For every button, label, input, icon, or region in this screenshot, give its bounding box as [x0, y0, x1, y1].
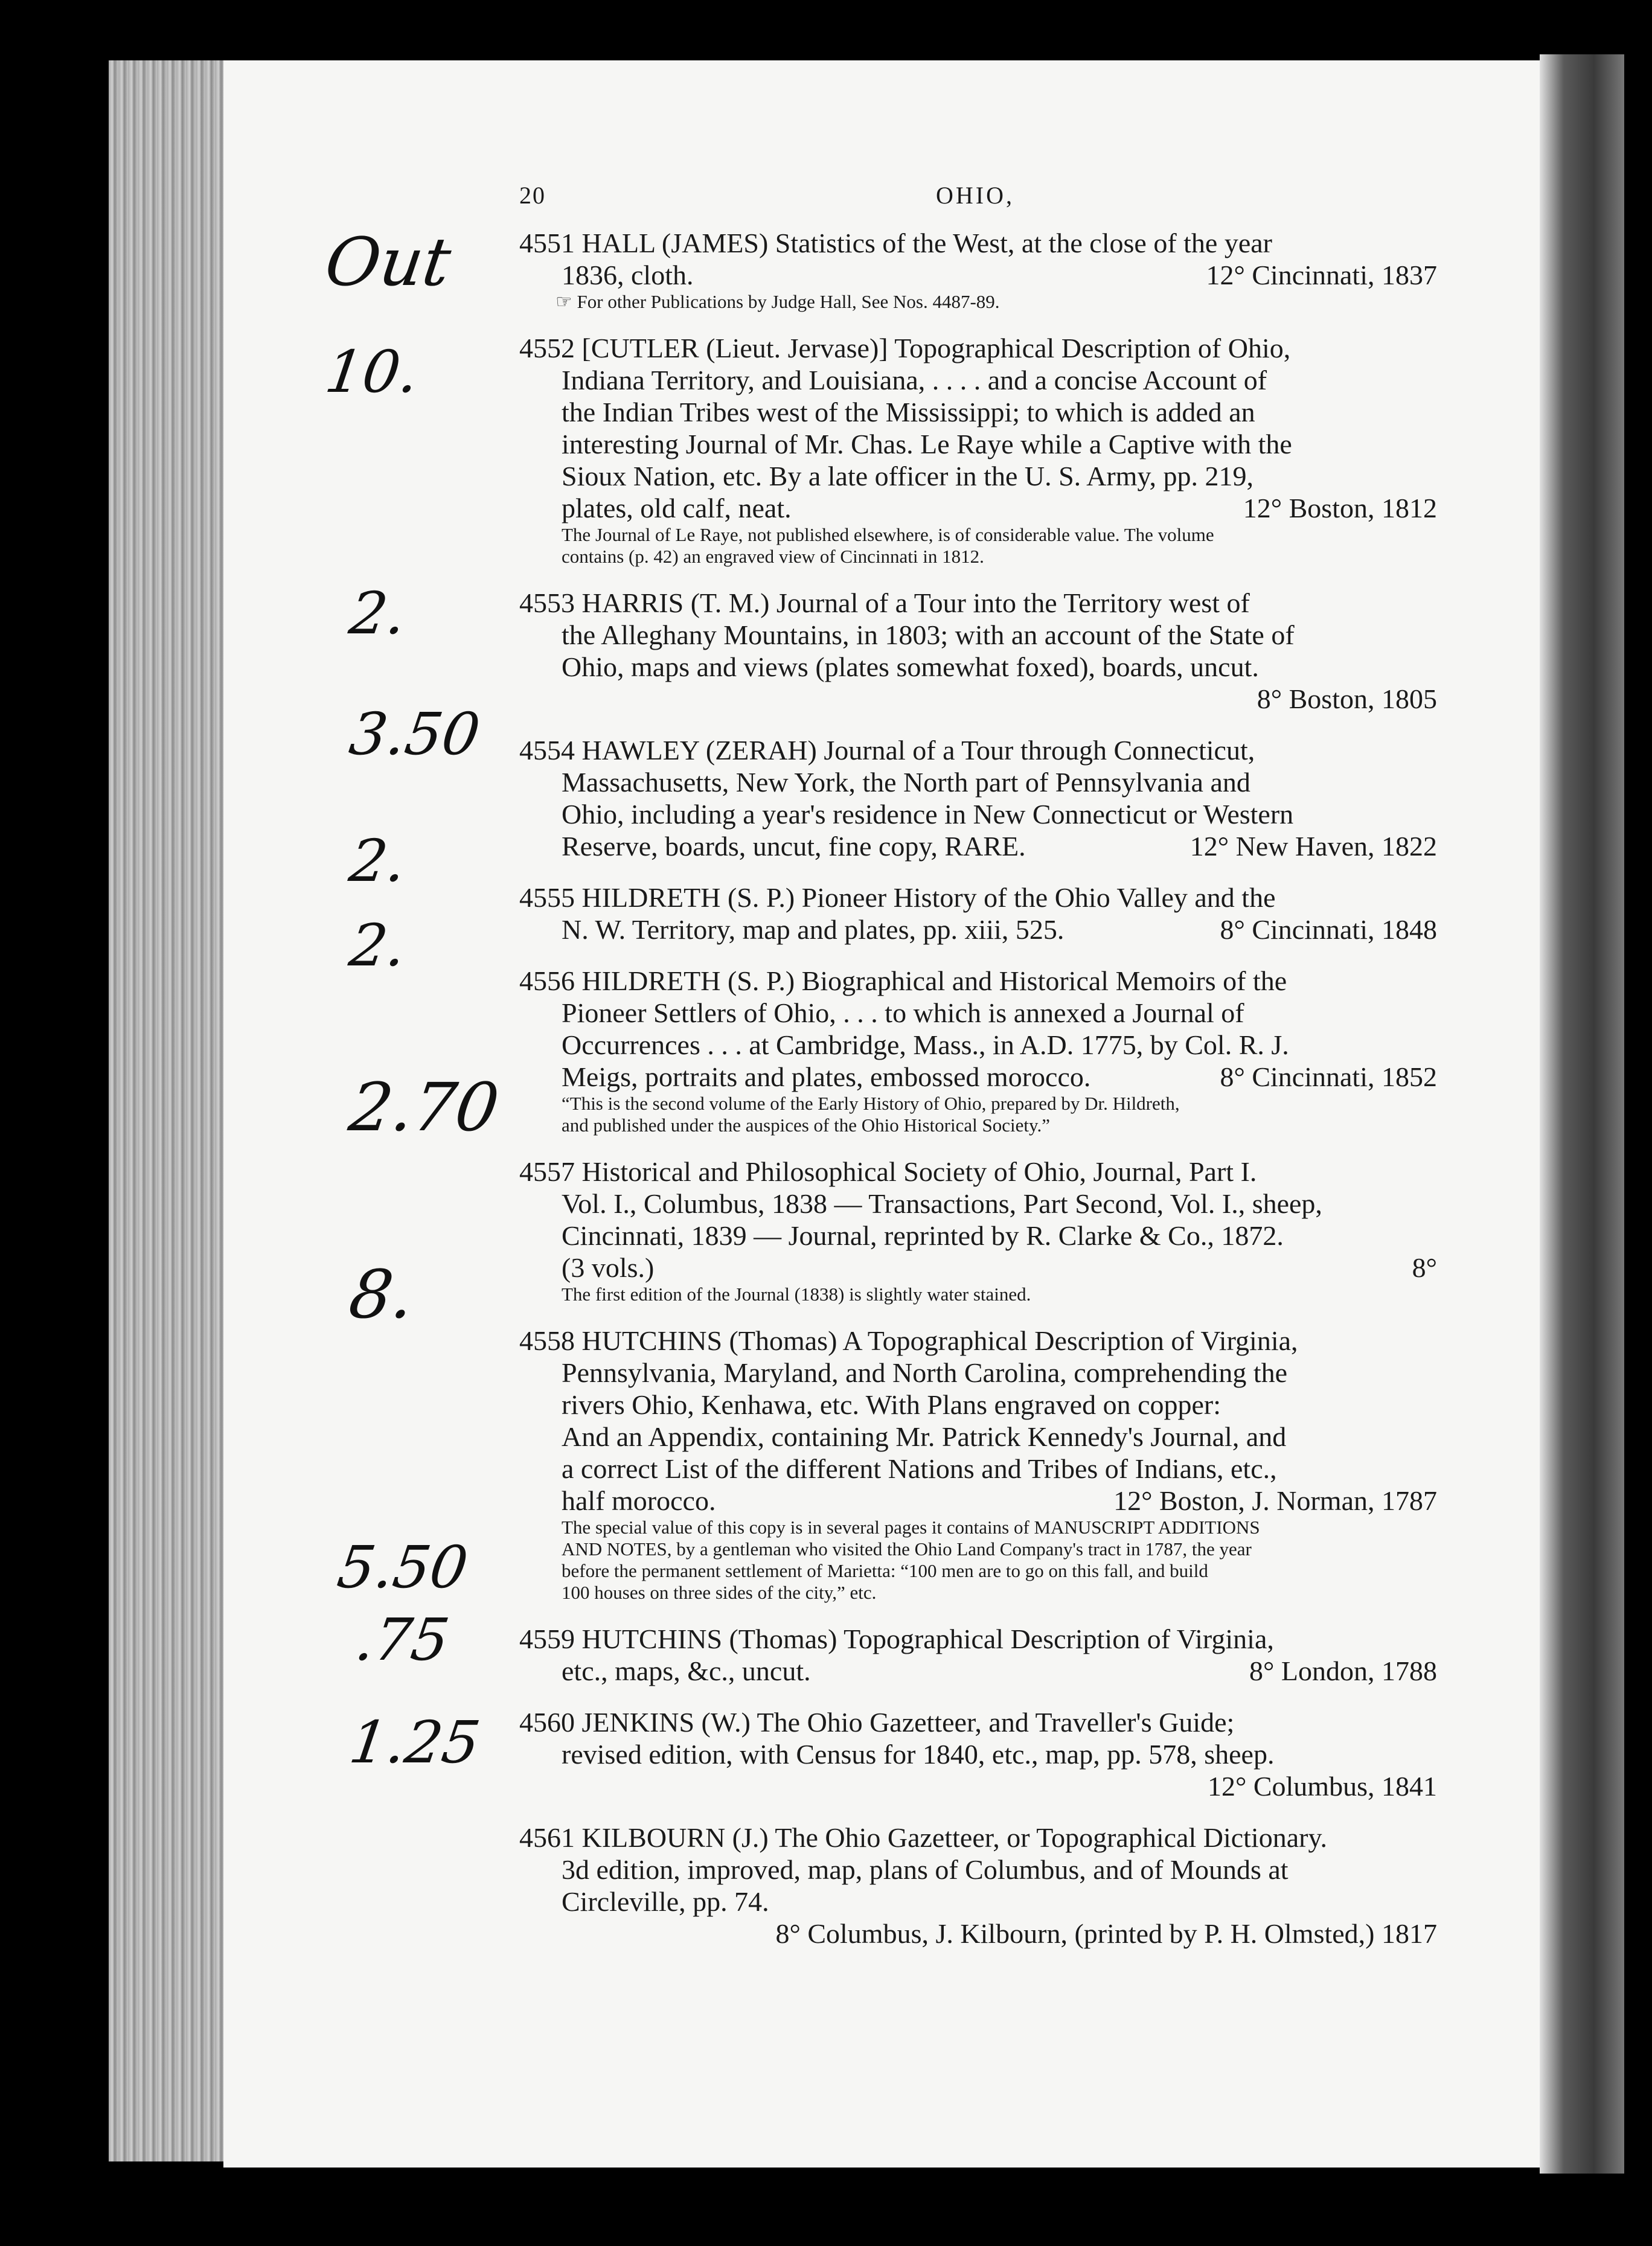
entry-note: AND NOTES, by a gentleman who visited the Ohio Land Company's tract in 1787, the year — [562, 1538, 1252, 1560]
entry-note: 100 houses on three sides of the city,” etc. — [562, 1582, 877, 1603]
entry-line — [519, 1188, 1437, 1220]
entry-line — [519, 619, 1437, 651]
entry-imprint: 12° New Haven, 1822 — [1189, 831, 1437, 862]
entry-line — [519, 364, 1437, 396]
entry-text: Indiana Territory, and Louisiana, . . . . and a concise Account of — [562, 365, 1267, 395]
entry-text: 4560 JENKINS (W.) The Ohio Gazetteer, and Traveller's Guide; — [519, 1707, 1235, 1738]
entry-text: a correct List of the different Nations and Tribes of Indians, etc., — [562, 1453, 1277, 1484]
entry-text: Vol. I., Columbus, 1838 — Transactions, Part Second, Vol. I., sheep, — [562, 1188, 1322, 1219]
entry-text: Massachusetts, New York, the North part of Pennsylvania and — [562, 767, 1250, 798]
catalog-entry — [519, 1806, 1437, 1950]
entry-text: 4552 [CUTLER (Lieut. Jervase)] Topographical Description of Ohio, — [519, 333, 1291, 363]
entry-heading-line — [519, 1822, 1437, 1854]
entry-text: 1836, cloth. — [562, 260, 694, 290]
entry-imprint: 8° — [1412, 1252, 1437, 1283]
entry-heading-line — [519, 881, 1437, 913]
catalog-entry — [519, 571, 1437, 715]
entry-note: ☞ For other Publications by Judge Hall, See Nos. 4487-89. — [555, 291, 1000, 312]
entry-line — [519, 651, 1437, 683]
entry-line — [519, 1655, 1437, 1687]
entry-text: Cincinnati, 1839 — Journal, reprinted by R. Clarke & Co., 1872. — [562, 1220, 1284, 1251]
entry-text: 4558 HUTCHINS (Thomas) A Topographical Description of Virginia, — [519, 1325, 1298, 1356]
entry-line — [519, 1220, 1437, 1252]
entry-line — [519, 798, 1437, 830]
entry-heading-line — [519, 734, 1437, 766]
entry-line — [519, 1061, 1437, 1093]
entry-line — [519, 1421, 1437, 1453]
entry-text: 3d edition, improved, map, plans of Columbus, and of Mounds at — [562, 1854, 1289, 1885]
entry-note: The first edition of the Journal (1838) is slightly water stained. — [562, 1284, 1031, 1305]
handwritten-price: .75 — [351, 1606, 453, 1674]
entry-imprint: 12° Columbus, 1841 — [1207, 1771, 1437, 1802]
entry-line — [519, 1738, 1437, 1770]
catalog-entry — [519, 866, 1437, 945]
entry-heading-line — [519, 1706, 1437, 1738]
entry-line — [519, 1453, 1437, 1485]
entry-text: 4554 HAWLEY (ZERAH) Journal of a Tour through Connecticut, — [519, 735, 1255, 766]
entry-line — [519, 396, 1437, 428]
entry-text: the Alleghany Mountains, in 1803; with an account of the State of — [562, 619, 1295, 650]
page-header — [519, 181, 1437, 223]
handwritten-price: 2. — [345, 580, 411, 647]
entry-line — [519, 460, 1437, 492]
entry-imprint: 8° Cincinnati, 1848 — [1220, 914, 1437, 945]
entry-imprint: 12° Boston, 1812 — [1243, 493, 1437, 523]
entry-heading-line — [519, 587, 1437, 619]
page-stack-left-edge — [109, 60, 229, 2161]
catalog-entry — [519, 1607, 1437, 1687]
entry-text: And an Appendix, containing Mr. Patrick Kennedy's Journal, and — [562, 1421, 1287, 1452]
entry-note: before the permanent settlement of Marietta: “100 men are to go on this fall, and build — [562, 1560, 1208, 1581]
handwritten-price: 2. — [345, 827, 411, 895]
entry-text: 4551 HALL (JAMES) Statistics of the West, at the close of the year — [519, 228, 1272, 258]
handwritten-price: 10. — [321, 338, 423, 406]
entry-line — [519, 1029, 1437, 1061]
entry-line — [519, 259, 1437, 291]
entry-line — [519, 1357, 1437, 1389]
entry-imprint: 12° Cincinnati, 1837 — [1206, 260, 1437, 290]
handwritten-price: Out — [321, 223, 456, 301]
entry-text: interesting Journal of Mr. Chas. Le Raye while a Captive with the — [562, 429, 1292, 459]
entry-text: revised edition, with Census for 1840, etc., map, pp. 578, sheep. — [562, 1739, 1275, 1770]
catalog-entry — [519, 1691, 1437, 1802]
entry-text: Ohio, including a year's residence in New Connecticut or Western — [562, 799, 1294, 830]
book-spine-shadow — [1540, 54, 1624, 2174]
catalog-content — [519, 181, 1437, 1950]
entry-text: plates, old calf, neat. — [562, 493, 792, 523]
entry-note: “This is the second volume of the Early History of Ohio, prepared by Dr. Hildreth, — [562, 1093, 1180, 1114]
handwritten-price: 5.50 — [333, 1534, 472, 1601]
entry-heading-line — [519, 1325, 1437, 1357]
entry-heading-line — [519, 1156, 1437, 1188]
catalog-entry — [519, 1140, 1437, 1305]
entry-line — [519, 830, 1437, 862]
entry-text: half morocco. — [562, 1485, 716, 1516]
entry-heading-line — [519, 332, 1437, 364]
entry-line — [519, 1918, 1437, 1950]
entry-text: Reserve, boards, uncut, fine copy, RARE. — [562, 831, 1026, 862]
entry-text: Ohio, maps and views (plates somewhat foxed), boards, uncut. — [562, 651, 1259, 682]
entry-line — [519, 492, 1437, 524]
entry-imprint: 12° Boston, J. Norman, 1787 — [1113, 1485, 1437, 1516]
entry-imprint: 8° Cincinnati, 1852 — [1220, 1061, 1437, 1092]
entry-imprint: 8° Columbus, J. Kilbourn, (printed by P. H. Olmsted,) 1817 — [775, 1918, 1437, 1949]
entry-text: rivers Ohio, Kenhawa, etc. With Plans engraved on copper: — [562, 1389, 1221, 1420]
entry-imprint: 8° Boston, 1805 — [1257, 683, 1437, 714]
catalog-entries — [519, 227, 1437, 1950]
entry-text: 4561 KILBOURN (J.) The Ohio Gazetteer, or Topographical Dictionary. — [519, 1822, 1327, 1853]
entry-text: (3 vols.) — [562, 1252, 655, 1283]
entry-line — [519, 428, 1437, 460]
entry-text: 4557 Historical and Philosophical Society of Ohio, Journal, Part I. — [519, 1156, 1257, 1187]
catalog-entry — [519, 949, 1437, 1136]
entry-text: 4559 HUTCHINS (Thomas) Topographical Description of Virginia, — [519, 1624, 1274, 1654]
handwritten-price: 8. — [345, 1256, 419, 1333]
entry-line — [519, 1854, 1437, 1886]
entry-line — [519, 1389, 1437, 1421]
handwritten-price: 2.70 — [345, 1069, 504, 1146]
entry-text: Circleville, pp. 74. — [562, 1886, 769, 1917]
entry-text: Pennsylvania, Maryland, and North Carolina, comprehending the — [562, 1357, 1288, 1388]
catalog-entry — [519, 1309, 1437, 1604]
entry-line — [519, 683, 1437, 715]
entry-note: The special value of this copy is in several pages it contains of MANUSCRIPT ADDITIONS — [562, 1517, 1260, 1538]
entry-text: Meigs, portraits and plates, embossed morocco. — [562, 1061, 1091, 1092]
entry-text: 4555 HILDRETH (S. P.) Pioneer History of the Ohio Valley and the — [519, 882, 1276, 913]
entry-line — [519, 997, 1437, 1029]
entry-text: 4553 HARRIS (T. M.) Journal of a Tour into the Territory west of — [519, 587, 1250, 618]
entry-text: Sioux Nation, etc. By a late officer in the U. S. Army, pp. 219, — [562, 461, 1253, 491]
catalog-entry — [519, 227, 1437, 313]
catalog-entry — [519, 316, 1437, 568]
entry-text: the Indian Tribes west of the Mississippi; to which is added an — [562, 397, 1255, 427]
entry-line — [519, 1485, 1437, 1517]
entry-note: The Journal of Le Raye, not published elsewhere, is of considerable value. The volume — [562, 524, 1214, 545]
handwritten-price: 1.25 — [345, 1709, 484, 1776]
entry-line — [519, 1770, 1437, 1802]
entry-heading-line — [519, 965, 1437, 997]
handwritten-price: 3.50 — [345, 700, 484, 768]
entry-text: 4556 HILDRETH (S. P.) Biographical and Historical Memoirs of the — [519, 965, 1287, 996]
section-title: OHIO, — [936, 182, 1014, 209]
entry-heading-line — [519, 1623, 1437, 1655]
entry-imprint: 8° London, 1788 — [1249, 1656, 1437, 1686]
entry-text: Pioneer Settlers of Ohio, . . . to which is annexed a Journal of — [562, 997, 1244, 1028]
entry-line — [519, 766, 1437, 798]
entry-text: Occurrences . . . at Cambridge, Mass., in A.D. 1775, by Col. R. J. — [562, 1029, 1289, 1060]
entry-text: etc., maps, &c., uncut. — [562, 1656, 811, 1686]
entry-line — [519, 1252, 1437, 1284]
entry-note: contains (p. 42) an engraved view of Cincinnati in 1812. — [562, 546, 984, 567]
entry-heading-line — [519, 227, 1437, 259]
entry-note: and published under the auspices of the Ohio Historical Society.” — [562, 1115, 1050, 1136]
catalog-entry — [519, 718, 1437, 862]
entry-line — [519, 1886, 1437, 1918]
entry-line — [519, 913, 1437, 945]
page-number: 20 — [519, 182, 546, 209]
entry-text: N. W. Territory, map and plates, pp. xiii, 525. — [562, 914, 1065, 945]
handwritten-price: 2. — [345, 912, 411, 979]
